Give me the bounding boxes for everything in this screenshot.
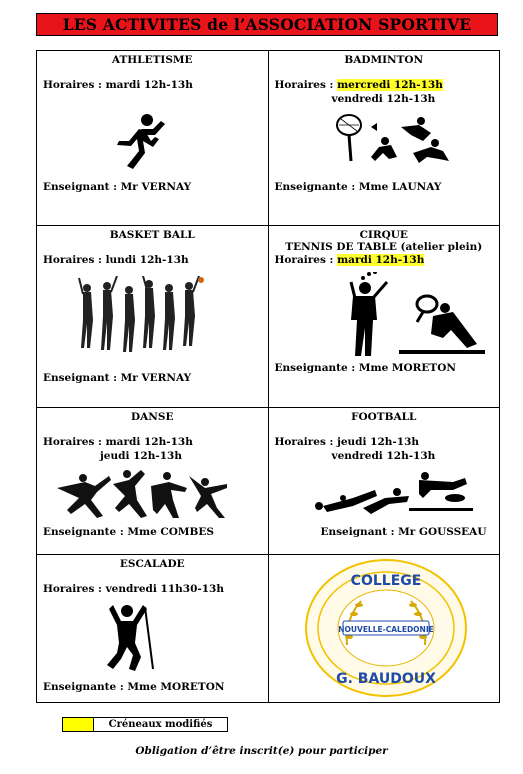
logo-text-middle: NOUVELLE-CALEDONIE [337, 625, 434, 634]
schedule-value: jeudi 12h-13h [337, 436, 420, 448]
activity-name: CIRQUE [359, 229, 408, 241]
schedule-value: lundi 12h-13h [105, 254, 189, 266]
activity-cell-basket-ball [37, 226, 269, 408]
schedule-line [275, 254, 425, 266]
teacher-label: Enseignante : Mme COMBES [43, 526, 215, 538]
basketball-players-icon [77, 276, 207, 356]
activity-name: ATHLETISME [111, 54, 193, 66]
logo-text-top: COLLEGE [350, 573, 421, 589]
schedule-line [43, 254, 189, 266]
horaires-label: Horaires : [43, 79, 102, 91]
logo-cell [268, 555, 500, 703]
horaires-label: Horaires : [274, 436, 334, 448]
legend-swatch [63, 718, 94, 731]
activity-name: DANSE [131, 411, 174, 423]
activity-cell-cirque [268, 226, 500, 408]
schedule-line [43, 583, 224, 595]
teacher-label: Enseignant : Mr VERNAY [43, 181, 192, 193]
activity-cell-football [268, 408, 500, 555]
teacher-label: Enseignante : Mme MORETON [43, 681, 225, 693]
college-logo [305, 559, 467, 697]
schedule-value: vendredi 12h-13h [331, 93, 436, 105]
dancers-icon [55, 466, 231, 520]
schedule-line [43, 436, 193, 448]
schedule-value: mardi 12h-13h [105, 79, 193, 91]
activity-name: FOOTBALL [351, 411, 417, 423]
horaires-label: Horaires : [43, 254, 102, 266]
football-players-icon [313, 468, 473, 518]
schedule-value-highlighted: mercredi 12h-13h [337, 79, 443, 91]
page-title: LES ACTIVITES de l’ASSOCIATION SPORTIVE [36, 13, 498, 36]
activity-name: BADMINTON [344, 54, 424, 66]
activity-name: ESCALADE [119, 558, 185, 570]
activity-name: BASKET BALL [109, 229, 195, 241]
teacher-label: Enseignante : Mme MORETON [274, 362, 456, 374]
teacher-label: Enseignant : Mr VERNAY [43, 372, 192, 384]
horaires-label: Horaires : [274, 79, 334, 91]
activity-cell-badminton [268, 51, 500, 226]
activity-subtitle: TENNIS DE TABLE (atelier plein) [285, 241, 483, 253]
schedule-value: vendredi 12h-13h [331, 450, 436, 462]
logo-text-bottom: G. BAUDOUX [335, 671, 436, 687]
activities-table [36, 50, 500, 703]
activity-cell-danse [37, 408, 269, 555]
horaires-label: Horaires : [274, 254, 334, 266]
activity-cell-athletisme [37, 51, 269, 226]
badminton-icon [331, 113, 459, 169]
schedule-line [275, 79, 443, 91]
schedule-value: vendredi 11h30-13h [105, 583, 224, 595]
juggler-table-tennis-icon [347, 272, 487, 358]
teacher-label: Enseignante : Mme LAUNAY [274, 181, 442, 193]
schedule-value: mardi 12h-13h [105, 436, 193, 448]
teacher-label: Enseignant : Mr GOUSSEAU [320, 526, 487, 538]
climber-icon [99, 603, 157, 673]
schedule-value: jeudi 12h-13h [100, 450, 182, 462]
activity-cell-escalade [37, 555, 269, 703]
horaires-label: Horaires : [43, 583, 102, 595]
schedule-line [275, 436, 420, 448]
schedule-line [43, 79, 193, 91]
runner-icon [99, 111, 169, 171]
legend-label: Créneaux modifiés [108, 719, 213, 730]
schedule-value-highlighted: mardi 12h-13h [337, 254, 425, 266]
legend [62, 717, 228, 732]
footer-note: Obligation d’être inscrit(e) pour participer [135, 745, 388, 757]
horaires-label: Horaires : [43, 436, 102, 448]
